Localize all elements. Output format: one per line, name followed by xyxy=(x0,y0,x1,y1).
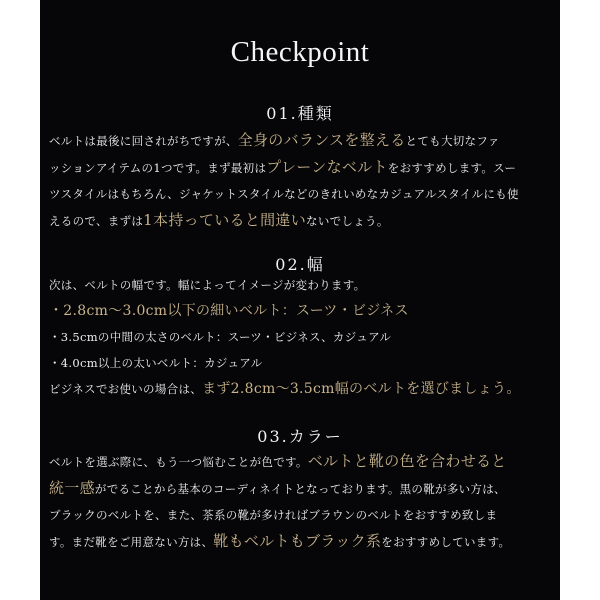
body-line xyxy=(49,127,553,154)
body-line xyxy=(49,475,553,502)
checkpoint-panel xyxy=(40,0,560,600)
text: ないでしょう。 xyxy=(306,214,389,228)
body-line xyxy=(49,154,553,181)
text: ベルトを選ぶ際に、もう一つ悩むことが色です。 xyxy=(49,455,308,469)
highlight-text: まず2.8cm〜3.5cm幅のベルトを選びましょう。 xyxy=(202,381,521,397)
text: ッションアイテムの1つです。まず最初は xyxy=(49,161,267,175)
text: をおすすめします。スー xyxy=(387,161,517,175)
page-title: Checkpoint xyxy=(230,36,370,68)
highlight-text: プレーンなベルト xyxy=(266,158,388,176)
section-body-color xyxy=(49,448,553,555)
text: ベルトは最後に回されがちですが、 xyxy=(49,134,238,148)
text: えるので、まずは xyxy=(49,214,144,228)
text: ビジネスでお使いの場合は、 xyxy=(49,382,203,396)
intro-line: 次は、ベルトの幅です。幅によってイメージが変わります。 xyxy=(49,278,366,292)
highlight-text: 統一感 xyxy=(49,479,95,497)
bullet-thin-belt: ・2.8cm〜3.0cm以下の細いベルト：スーツ・ビジネス xyxy=(49,303,409,319)
text: ツスタイルはもちろん、ジャケットスタイルなどのきれいめなカジュアルスタイルにも使 xyxy=(49,187,519,201)
highlight-text: ベルトと靴の色を合わせると xyxy=(307,452,507,470)
text: す。まだ靴をご用意ない方は、 xyxy=(49,535,214,549)
text: とても大切なファ xyxy=(405,134,500,148)
section-body-width xyxy=(49,272,553,402)
body-line xyxy=(49,181,553,207)
highlight-text: 全身のバランスを整える xyxy=(237,131,406,149)
body-line xyxy=(49,207,553,234)
body-line xyxy=(49,502,553,528)
section-body-type xyxy=(49,127,553,234)
bullet-medium-belt: ・3.5cmの中間の太さのベルト：スーツ・ビジネス、カジュアル xyxy=(49,330,392,344)
body-line xyxy=(49,528,553,555)
summary-line xyxy=(49,376,553,402)
bullet-wide-belt: ・4.0cm以上の太いベルト：カジュアル xyxy=(49,356,263,370)
text: ブラックのベルトを、また、茶系の靴が多ければブラウンのベルトをおすすめ致しま xyxy=(49,508,498,522)
text: がでることから基本のコーディネイトとなっております。黒の靴が多い方は、 xyxy=(94,482,506,496)
section-heading-color: 03.カラー xyxy=(257,427,343,446)
highlight-text: 1本持っていると間違い xyxy=(143,211,307,229)
text: をおすすめしています。 xyxy=(381,535,511,549)
highlight-text: 靴もベルトもブラック系 xyxy=(213,532,382,550)
body-line xyxy=(49,448,553,475)
section-heading-width: 02.幅 xyxy=(275,255,325,274)
section-heading-type: 01.種類 xyxy=(266,104,334,123)
